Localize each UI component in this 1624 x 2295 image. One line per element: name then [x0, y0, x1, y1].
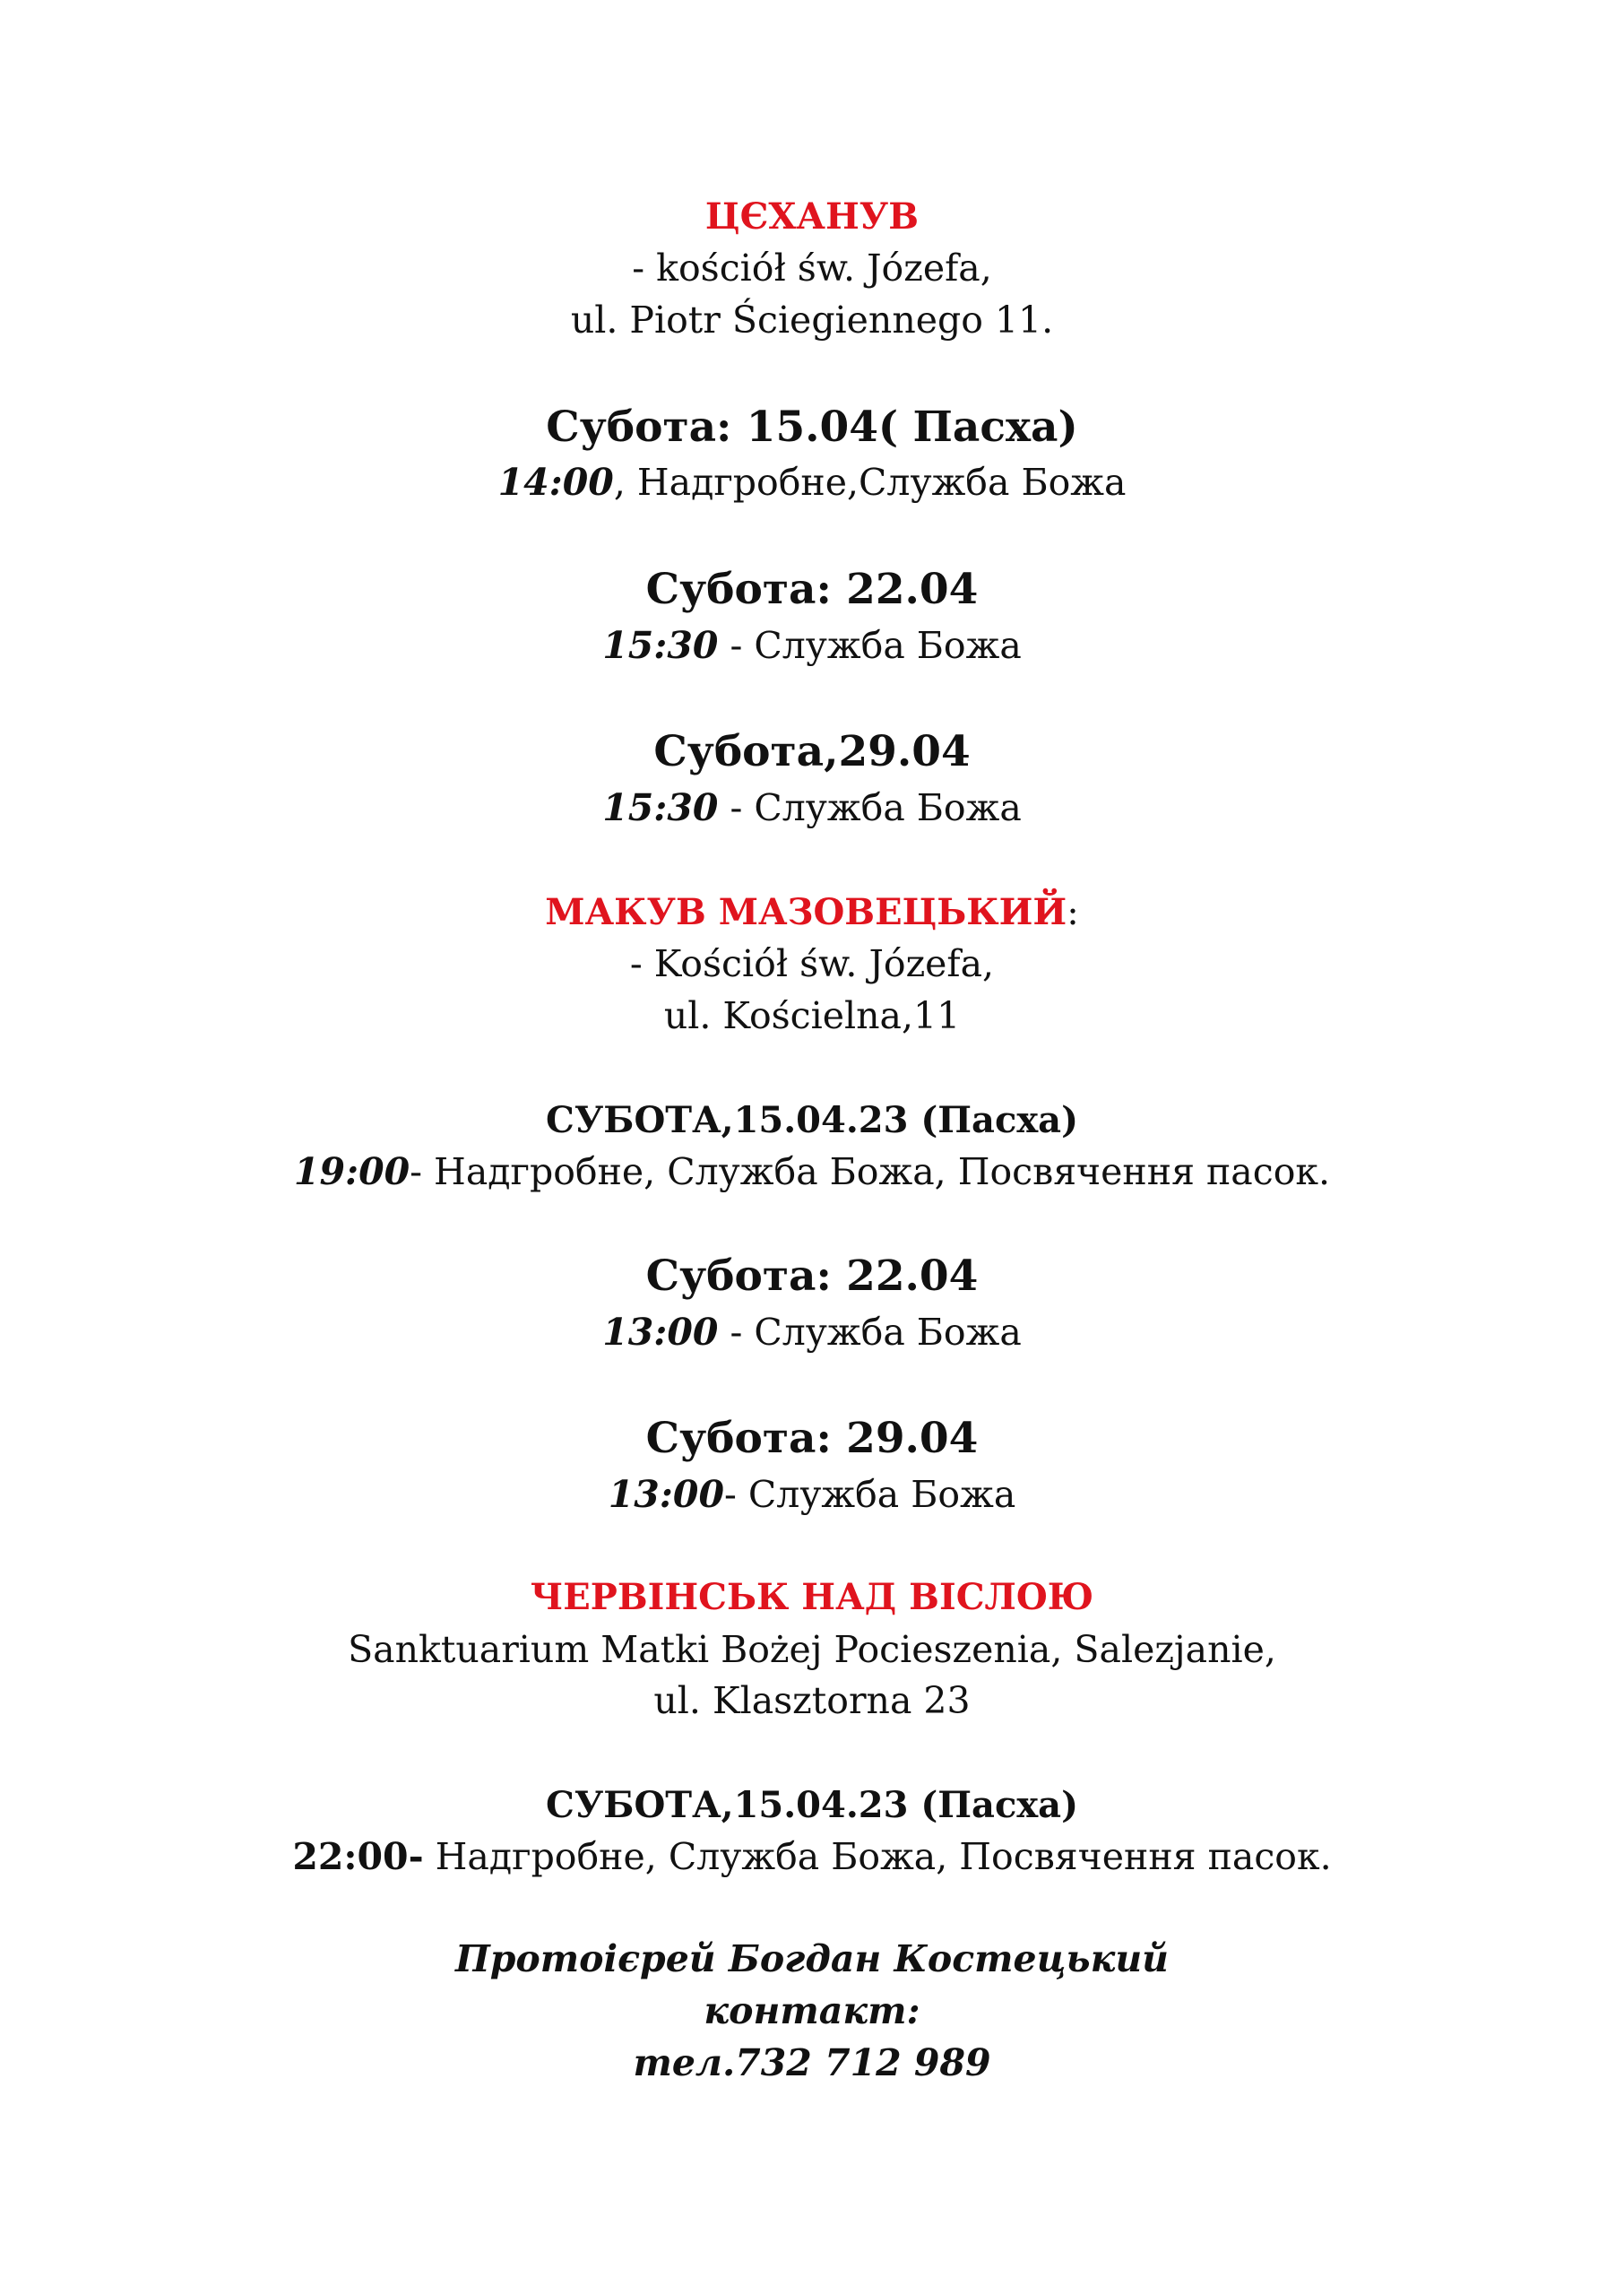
service-line — [0, 461, 1624, 504]
service-date: СУБОТА,15.04.23 (Пасха) — [545, 1099, 1079, 1141]
service-time: 22:00- — [292, 1835, 424, 1878]
city-heading-makow — [0, 891, 1624, 933]
address-line: ul. Klasztorna 23 — [653, 1679, 971, 1722]
service-desc: - Служба Божа — [718, 786, 1022, 829]
service-line — [0, 1835, 1624, 1878]
service-time: 14:00 — [497, 461, 614, 504]
service-date: Субота: 22.04 — [645, 1251, 979, 1301]
service-line — [0, 1311, 1624, 1354]
signature-contact: контакт: — [704, 1989, 920, 2032]
service-desc: - Надгробне, Служба Божа, Посвячення пасок. — [410, 1150, 1331, 1193]
service-desc: - Служба Божа — [718, 1311, 1022, 1354]
service-time: 13:00 — [608, 1473, 724, 1516]
city-name: ЦЄХАНУВ — [704, 195, 920, 238]
service-desc: - Служба Божа — [723, 1473, 1016, 1516]
service-desc: Надгробне, Служба Божа, Посвячення пасок. — [423, 1835, 1332, 1878]
service-time: 15:30 — [602, 624, 719, 667]
address-line: Sanktuarium Matki Bożej Pocieszenia, Salezjanie, — [348, 1628, 1276, 1671]
signature-name: Протоієрей Богдан Костецький — [455, 1937, 1169, 1980]
service-desc: - Служба Божа — [718, 624, 1022, 667]
signature-phone: тел.732 712 989 — [633, 2041, 991, 2084]
service-time: 15:30 — [602, 786, 719, 829]
address-line: ul. Piotr Ściegiennego 11. — [570, 299, 1054, 342]
service-line — [0, 786, 1624, 829]
service-time: 13:00 — [602, 1311, 719, 1354]
city-heading-ciechanow — [0, 195, 1624, 238]
city-name: МАКУВ МАЗОВЕЦЬКИЙ — [545, 891, 1067, 933]
service-date: Субота: 22.04 — [645, 565, 979, 614]
address-line: ul. Kościelna,11 — [663, 994, 961, 1037]
service-line — [0, 624, 1624, 667]
city-name: ЧЕРВІНСЬК НАД ВІСЛОЮ — [530, 1576, 1094, 1618]
address-line: - Kościół św. Józefa, — [629, 942, 995, 985]
address-line: - kościół św. Józefa, — [632, 247, 992, 290]
service-date: Субота,29.04 — [653, 727, 971, 776]
service-date: СУБОТА,15.04.23 (Пасха) — [545, 1784, 1079, 1826]
service-date: Субота: 15.04( Пасха) — [546, 403, 1078, 452]
service-time: 19:00 — [293, 1150, 410, 1193]
service-line — [0, 1150, 1624, 1193]
service-line — [0, 1473, 1624, 1516]
city-suffix: : — [1067, 892, 1079, 933]
city-heading-czerwinsk — [0, 1576, 1624, 1618]
service-date: Субота: 29.04 — [645, 1414, 979, 1463]
service-desc: , Надгробне,Служба Божа — [613, 461, 1127, 504]
